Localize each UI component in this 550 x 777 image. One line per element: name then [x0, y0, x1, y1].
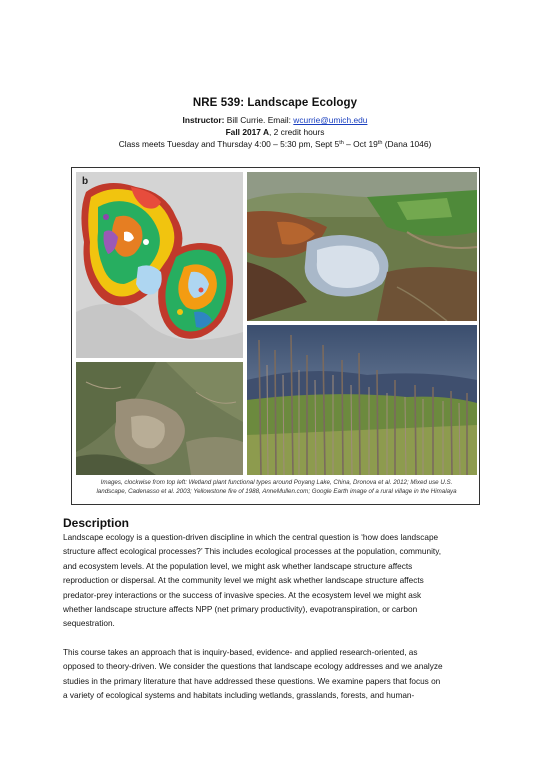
text-line: and ecosystem levels. At the population level, we might ask whether landscape structure affects — [63, 561, 413, 571]
term-label: Fall 2017 A — [225, 127, 270, 137]
caption-line: landscape, Cadenasso et al. 2003; Yellowstone fire of 1988, AnneMullen.com; Google Earth image of a rural village in the Himalaya — [96, 487, 457, 495]
schedule-sup-2: th — [377, 140, 383, 146]
schedule-text-mid: – Oct 19 — [343, 139, 378, 149]
text-line: predator-prey interactions or the success of invasive species. At the ecosystem level we might ask — [63, 590, 422, 600]
text-line: studies in the primary literature that have addressed these questions. We examine papers that focus on — [63, 676, 441, 686]
course-title: NRE 539: Landscape Ecology — [192, 97, 358, 109]
text-line: a variety of ecological systems and habitats including wetlands, grasslands, forests, and human- — [63, 691, 415, 701]
schedule-line — [0, 139, 550, 150]
text-line: whether landscape structure affects NPP (net primary productivity), evapotranspiration, or carbon — [63, 605, 418, 615]
instructor-name: Bill Currie. Email: — [226, 115, 294, 125]
email-link[interactable]: wcurrie@umich.edu — [293, 115, 368, 125]
instructor-label: Instructor: — [182, 115, 225, 125]
himalaya-village-image — [76, 362, 243, 475]
text-line: structure affect ecological processes?’ This includes ecological processes at the population, community, — [63, 547, 442, 557]
lake-landscape-image — [247, 172, 477, 321]
text-line: This course takes an approach that is inquiry-based, evidence- and applied research-oriented, as — [63, 648, 418, 657]
figure-caption — [80, 479, 473, 496]
image-figure — [71, 167, 480, 505]
schedule-location: (Dana 1046) — [382, 139, 432, 149]
credit-hours: , 2 credit hours — [269, 127, 325, 137]
schedule-text: Class meets Tuesday and Thursday 4:00 – 5:30 pm, Sept 5 — [118, 139, 340, 149]
text-line: sequestration. — [63, 619, 115, 629]
section-heading: Description — [63, 516, 130, 530]
term-line — [0, 127, 550, 138]
caption-line: Images, clockwise from top left: Wetland plant functional types around Poyang Lake, China, Dronova et al. 2012; Mixed use U.S. — [100, 479, 453, 486]
description-paragraph-1 — [63, 531, 491, 632]
burned-forest-image — [247, 325, 477, 475]
description-paragraph-2 — [63, 646, 491, 704]
schedule-sup: th — [339, 140, 344, 146]
text-line: Landscape ecology is a question-driven discipline in which the central question is ‘how does landscape — [63, 533, 439, 542]
text-line: reproduction or dispersal. At the community level we might ask whether landscape structure affects — [63, 576, 424, 586]
instructor-line — [0, 115, 550, 126]
panel-label: b — [82, 176, 89, 187]
wetland-map-image — [76, 172, 243, 358]
text-line: opposed to theory-driven. We consider the questions that landscape ecology addresses and we analyze — [63, 662, 443, 672]
